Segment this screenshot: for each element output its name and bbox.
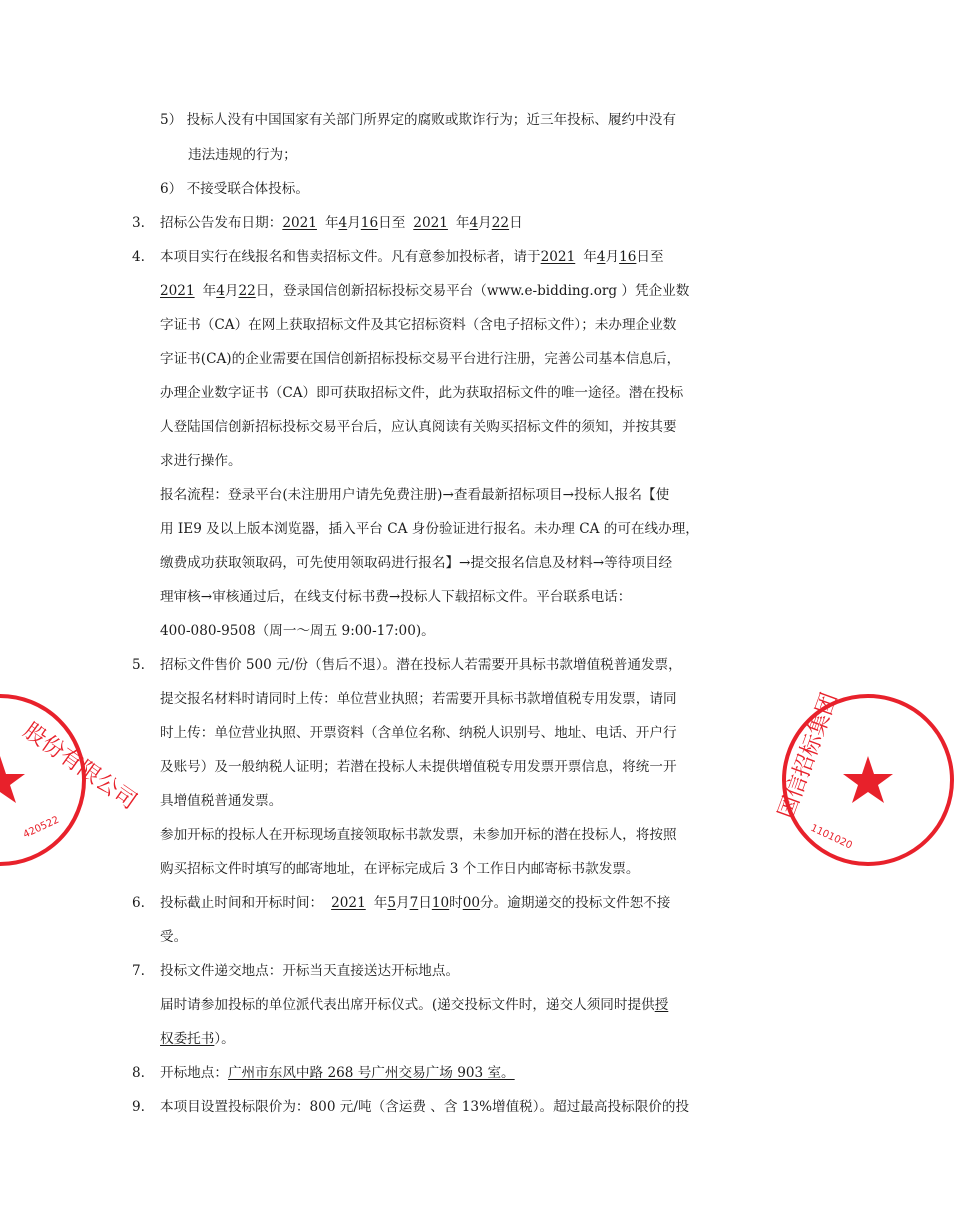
publish-date-line: 招标公告发布日期：2021 年4月16日至 2021 年4月22日 [160, 215, 523, 231]
registration-line7: 求进行操作。 [160, 453, 242, 469]
section-number: 7. [132, 963, 145, 979]
price-line1: 招标文件售价 500 元/份（售后不退）。潜在投标人若需要开具标书款增值税普通发票， [160, 657, 682, 673]
process-line5: 400-080-9508（周一～周五 9:00-17:00)。 [160, 623, 435, 639]
submission-line2: 届时请参加投标的单位派代表出席开标仪式。(递交投标文件时，递交人须同时提供授 [160, 997, 669, 1013]
company-seal-right [773, 689, 860, 870]
registration-line4: 字证书(CA)的企业需要在国信创新招标投标交易平台进行注册，完善公司基本信息后， [160, 351, 681, 367]
svg-text:股份有限公司: 股份有限公司 [19, 717, 142, 814]
company-seal-left [0, 690, 142, 870]
svg-text:国信招标集团: 国信招标集团 [773, 689, 842, 822]
section-number: 3. [132, 215, 145, 231]
submission-place: 投标文件递交地点：开标当天直接送达开标地点。 [160, 963, 460, 979]
registration-line1: 本项目实行在线报名和售卖招标文件。凡有意参加投标者，请于2021 年4月16日至 [160, 249, 664, 265]
price-limit-line: 本项目设置投标限价为：800 元/吨（含运费 、含 13%增值税）。超过最高投标限价的投 [160, 1099, 690, 1115]
process-line4: 理审核→审核通过后，在线支付标书费→投标人下载招标文件。平台联系电话： [160, 589, 632, 605]
registration-line2: 2021 年4月22日，登录国信创新招标投标交易平台（www.e-bidding.org ）凭企业数 [160, 283, 690, 299]
registration-line5: 办理企业数字证书（CA）即可获取招标文件，此为获取招标文件的唯一途径。潜在投标 [160, 385, 684, 401]
invoice-line1: 参加开标的投标人在开标现场直接领取标书款发票，未参加开标的潜在投标人，将按照 [160, 827, 677, 843]
section-number: 8. [132, 1065, 145, 1081]
item-5-line2: 违法违规的行为； [188, 147, 297, 163]
section-number: 6. [132, 895, 145, 911]
registration-line6: 人登陆国信创新招标投标交易平台后，应认真阅读有关购买招标文件的须知，并按其要 [160, 419, 677, 435]
item-6: 6） 不接受联合体投标。 [160, 181, 309, 197]
price-line4: 及账号）及一般纳税人证明；若潜在投标人未提供增值税专用发票开票信息，将统一开 [160, 759, 677, 775]
deadline-line1: 投标截止时间和开标时间： 2021 年5月7日10时00分。逾期递交的投标文件恕不接 [160, 895, 671, 911]
registration-line3: 字证书（CA）在网上获取招标文件及其它招标资料（含电子招标文件）；未办理企业数 [160, 317, 677, 333]
process-line2: 用 IE9 及以上版本浏览器，插入平台 CA 身份验证进行报名。未办理 CA 的可在线办理， [160, 521, 699, 537]
invoice-line2: 购买招标文件时填写的邮寄地址，在评标完成后 3 个工作日内邮寄标书款发票。 [160, 861, 640, 877]
opening-place: 开标地点：广州市东风中路 268 号广州交易广场 903 室。 [160, 1065, 515, 1081]
svg-text:1101020: 1101020 [808, 822, 854, 852]
section-number: 9. [132, 1099, 145, 1115]
price-line3: 时上传：单位营业执照、开票资料（含单位名称、纳税人识别号、地址、电话、开户行 [160, 725, 677, 741]
section-number: 5. [132, 657, 145, 673]
section-number: 4. [132, 249, 145, 265]
price-line5: 具增值税普通发票。 [160, 793, 283, 809]
process-line1: 报名流程：登录平台(未注册用户请先免费注册)→查看最新招标项目→投标人报名【使 [160, 487, 670, 503]
price-line2: 提交报名材料时请同时上传：单位营业执照；若需要开具标书款增值税专用发票，请同 [160, 691, 677, 707]
process-line3: 缴费成功获取领取码，可先使用领取码进行报名】→提交报名信息及材料→等待项目经 [160, 555, 673, 571]
svg-text:420522: 420522 [21, 814, 61, 841]
item-5-line1: 5） 投标人没有中国国家有关部门所界定的腐败或欺诈行为；近三年投标、履约中没有 [160, 112, 676, 128]
submission-line3: 权委托书）。 [160, 1031, 235, 1047]
deadline-line2: 受。 [160, 929, 188, 945]
